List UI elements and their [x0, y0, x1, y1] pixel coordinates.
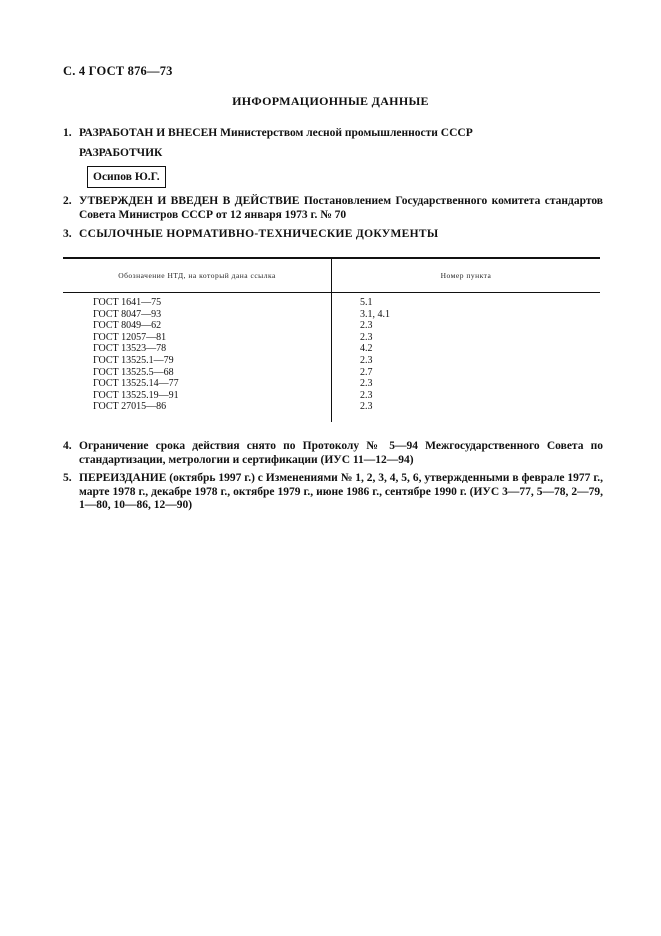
table-header-document: Обозначение НТД, на который дана ссылка	[118, 271, 276, 280]
section-5	[63, 472, 603, 513]
table-cell-document: ГОСТ 13523—78	[93, 343, 167, 355]
table-cell-clause: 3.1, 4.1	[360, 308, 390, 320]
table-cell-document: ГОСТ 13525.1—79	[93, 354, 174, 366]
developer-name-box: Осипов Ю.Г.	[87, 166, 166, 188]
section-4-text: Ограничение срока действия снято по Протоколу № 5—94 Межгосударственного Совета по стандартизации, метрологии и сертификации (ИУС 11—12—94)	[79, 440, 603, 466]
table-cell-document: ГОСТ 27015—86	[93, 401, 167, 413]
table-cell-clause: 2.3	[360, 331, 373, 343]
page-header: С. 4 ГОСТ 876—73	[63, 64, 173, 78]
table-cell-document: ГОСТ 1641—75	[93, 297, 162, 308]
table-cell-clause: 2.3	[360, 378, 373, 390]
table-cell-clause: 2.3	[360, 401, 373, 413]
table-cell-document: ГОСТ 8047—93	[93, 308, 162, 320]
section-2-lead: УТВЕРЖДЕН И ВВЕДЕН В ДЕЙСТВИЕ	[79, 195, 300, 207]
table-cell-document: ГОСТ 13525.19—91	[93, 389, 179, 401]
reference-table	[63, 257, 600, 422]
section-2-number: 2.	[63, 195, 72, 207]
table-cell-document: ГОСТ 13525.14—77	[93, 378, 179, 390]
section-2	[63, 195, 603, 222]
table-column-clauses	[360, 297, 390, 413]
section-3-lead: ССЫЛОЧНЫЕ НОРМАТИВНО-ТЕХНИЧЕСКИЕ ДОКУМЕНТЫ	[79, 228, 439, 240]
table-cell-clause: 2.3	[360, 354, 373, 366]
table-column-documents	[93, 297, 179, 413]
table-cell-clause: 2.3	[360, 320, 373, 332]
table-cell-clause: 2.3	[360, 389, 373, 401]
section-5-number: 5.	[63, 472, 72, 484]
section-3-number: 3.	[63, 228, 72, 240]
section-4-number: 4.	[63, 440, 72, 452]
table-cell-document: ГОСТ 12057—81	[93, 331, 167, 343]
developer-label: РАЗРАБОТЧИК	[79, 147, 163, 159]
table-cell-document: ГОСТ 13525.5—68	[93, 366, 174, 378]
section-1-number: 1.	[63, 127, 72, 139]
table-cell-clause: 2.7	[360, 366, 373, 378]
section-1	[63, 127, 603, 141]
section-4	[63, 440, 603, 467]
table-cell-document: ГОСТ 8049—62	[93, 320, 162, 332]
section-1-lead: РАЗРАБОТАН И ВНЕСЕН	[79, 127, 218, 139]
section-2-text: Постановлением Государственного комитета стандартов Совета Министров СССР от 12 января 1973 г. № 70	[79, 195, 603, 221]
table-cell-clause: 4.2	[360, 343, 373, 355]
section-5-lead: ПЕРЕИЗДАНИЕ	[79, 472, 167, 484]
document-title: ИНФОРМАЦИОННЫЕ ДАННЫЕ	[232, 94, 429, 108]
section-1-text: Министерством лесной промышленности СССР	[217, 127, 473, 139]
table-cell-clause: 5.1	[360, 297, 373, 308]
table-column-divider	[331, 257, 332, 422]
section-5-text: (октябрь 1997 г.) с Изменениями № 1, 2, 3, 4, 5, 6, утвержденными в феврале 1977 г., марте 1978 г., декабре 1978 г., октябре 1979 г., июне 1986 г., сентябре 1990 г. (ИУС 3—77, 5—78, 2—79, 1—80, 10—86, 12—90)	[79, 472, 603, 511]
table-header-clause: Номер пункта	[440, 271, 492, 280]
section-3	[63, 228, 603, 242]
